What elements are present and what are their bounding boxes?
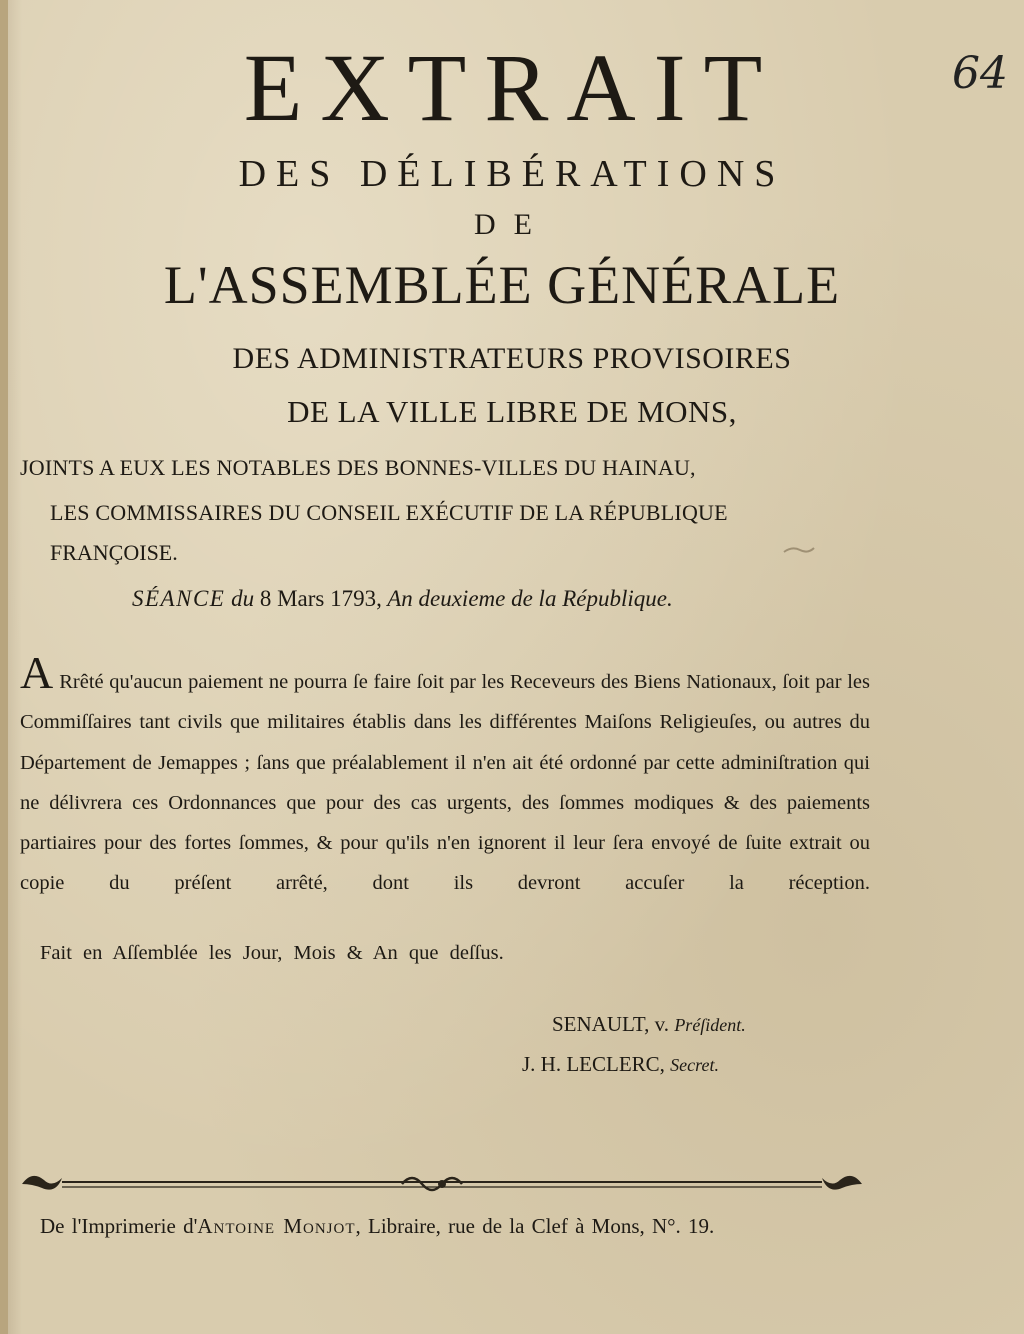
signature-name: J. H. LECLERC, <box>522 1052 665 1076</box>
subtitle-administrateurs: DES ADMINISTRATEURS PROVISOIRES <box>232 342 792 375</box>
signature-title: Préſident. <box>674 1015 746 1035</box>
drop-capital: A <box>20 647 54 698</box>
printer-prefix: De l'Imprimerie d' <box>40 1214 198 1238</box>
decree-text: Rrêté qu'aucun paiement ne pourra ſe faire ſoit par les Receveurs des Biens Nationaux, ſoit par les Commiſſaires tant civils que militaires établis dans les différentes Maiſons Religieuſes, ou autres du Département de Jemappes ; ſans que préalablement il n'en ait été ordonné par cette adminiſtration qui ne délivrera ces Ordonnances que pour des cas urgents, des ſommes modiques & des paiements partiaires pour des fortes ſommes, & pour qu'ils n'en ignorent il leur ſera envoyé de ſuite extrait ou copie du préſent arrêté, dont ils devront accuſer la réception. <box>20 671 870 895</box>
signature-name: SENAULT, v. <box>552 1012 670 1036</box>
printer-name: Antoine Monjot <box>197 1214 356 1238</box>
subtitle-ville: DE LA VILLE LIBRE DE MONS, <box>287 394 737 429</box>
svg-text:64: 64 <box>952 48 1008 99</box>
signature-title: Secret. <box>670 1055 719 1075</box>
subtitle-de: DE <box>474 208 550 241</box>
signature-secretary <box>522 1052 719 1077</box>
subtitle-deliberations: DES DÉLIBÉRATIONS <box>238 153 786 195</box>
closing-formula: Fait en Aſſemblée les Jour, Mois & An que deſſus. <box>40 942 504 964</box>
subtitle-assemblee: L'ASSEMBLÉE GÉNÉRALE <box>163 255 841 315</box>
seance-label: SÉANCE <box>132 586 226 611</box>
printer-suffix: , Libraire, rue de la Clef à Mons, N°. 19. <box>355 1214 715 1238</box>
seance-an: An deuxieme de la République. <box>387 586 673 611</box>
ornamental-rule <box>22 1168 862 1200</box>
page-edge <box>0 0 8 1334</box>
joints-line-3: FRANÇOISE. <box>50 540 178 565</box>
printer-imprint <box>40 1214 714 1239</box>
joints-line-1: JOINTS A EUX LES NOTABLES DES BONNES-VILLES DU HAINAU, <box>20 455 696 480</box>
signature-president <box>552 1012 746 1037</box>
seance-date: 8 Mars 1793, <box>259 586 382 611</box>
decree-paragraph <box>20 647 870 904</box>
seance-du: du <box>231 586 255 611</box>
seance-line <box>132 586 673 612</box>
ink-smudge <box>780 540 820 564</box>
document-title: EXTRAIT <box>243 34 781 141</box>
joints-line-2: LES COMMISSAIRES DU CONSEIL EXÉCUTIF DE LA RÉPUBLIQUE <box>50 500 728 525</box>
